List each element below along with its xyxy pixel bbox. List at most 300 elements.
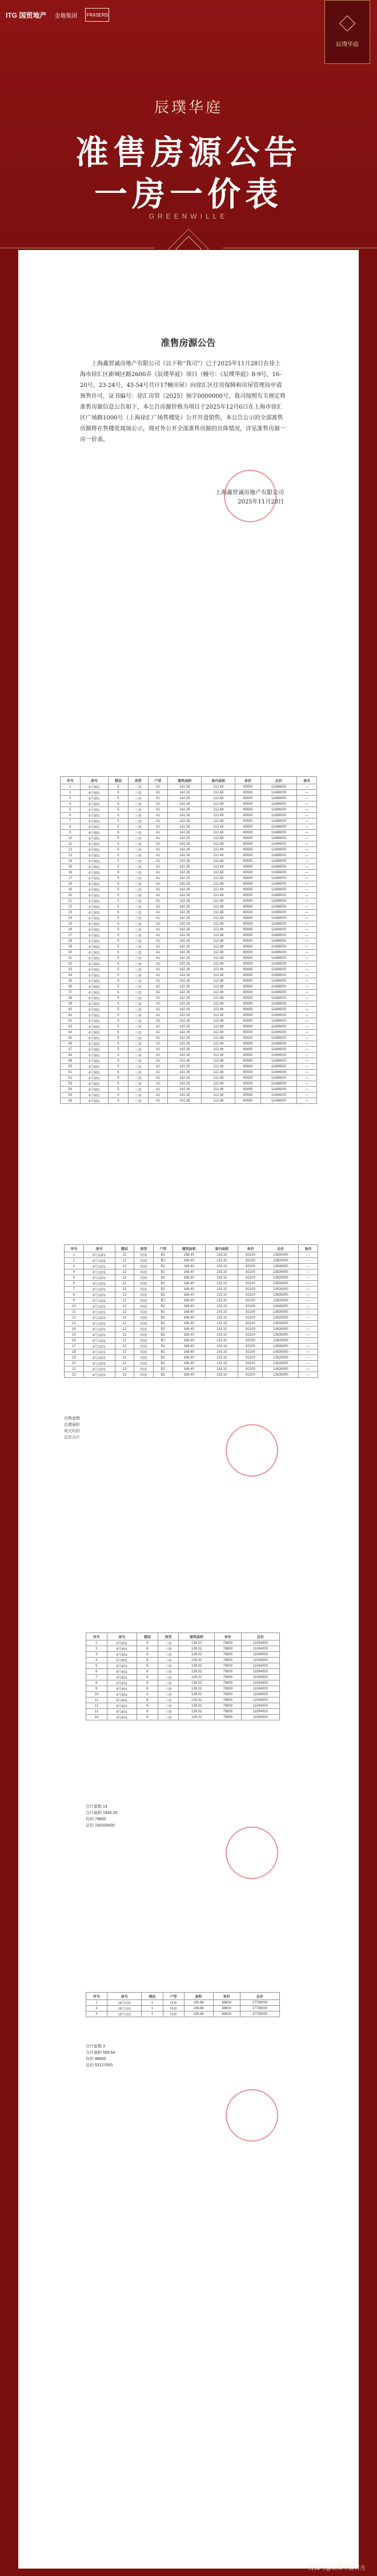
table-cell: 13826000 (263, 1275, 299, 1281)
table-cell: 5 (109, 950, 129, 956)
table-cell: A1 (148, 1058, 168, 1064)
table-cell: 55 (61, 1093, 81, 1098)
table-cell: 5 (109, 938, 129, 944)
table-cell: 5 (109, 1001, 129, 1007)
table-cell: 88600 (213, 2006, 240, 2011)
table-cell: 11094000 (241, 1698, 279, 1703)
table-cell: 80600 (235, 841, 260, 847)
table-cell: 133.10 (206, 1338, 238, 1344)
table-cell: 88600 (213, 2000, 240, 2006)
table-cell: 三房 (128, 824, 148, 830)
table-cell: 11094000 (241, 1680, 279, 1686)
table-cell: 8号1201 (83, 1269, 115, 1275)
table-cell: 37 (61, 990, 81, 995)
table-cell: 142.26 (168, 921, 202, 927)
table-cell: 79800 (214, 1703, 241, 1709)
table-cell: 40 (61, 1007, 81, 1013)
table-row (65, 1332, 318, 1338)
table-row (65, 1355, 318, 1361)
summary-label: 总建面积 (64, 1423, 80, 1427)
table-cell: 三房 (128, 916, 148, 921)
table-cell: 11466000 (260, 1007, 297, 1013)
price-table-1 (60, 776, 317, 1104)
table-cell: 142.26 (168, 1098, 202, 1104)
diamond-logo-icon (339, 15, 355, 31)
table-row (61, 836, 317, 841)
table-cell: 四房 (134, 1309, 154, 1315)
table-cell: 三房 (128, 961, 148, 967)
table-cell: 82100 (238, 1344, 263, 1349)
table-cell: 133.10 (206, 1269, 238, 1275)
table-cell: 1 (142, 2011, 163, 2017)
table-row (65, 1338, 318, 1344)
table-cell: 80600 (235, 1018, 260, 1024)
table-cell: 80600 (235, 956, 260, 961)
table-cell: A1 (148, 956, 168, 961)
table-cell: 82100 (238, 1304, 263, 1309)
table-cell: 80600 (235, 1058, 260, 1064)
table-cell: 13826000 (263, 1292, 299, 1298)
table-row (61, 841, 317, 847)
table-cell: 8号1201 (83, 1275, 115, 1281)
table-cell: 139.02 (179, 1675, 215, 1680)
table-cell: 80600 (235, 1075, 260, 1081)
table-cell: 11466000 (260, 921, 297, 927)
table-cell: 6号501 (80, 790, 109, 796)
table-cell: 5 (109, 841, 129, 847)
table-row (86, 1675, 280, 1680)
table-cell: 142.26 (168, 1093, 202, 1098)
table-cell: 21 (65, 1366, 84, 1372)
table-cell: 142.26 (168, 967, 202, 973)
table-cell: 6号501 (80, 881, 109, 887)
table-cell: 48 (61, 1053, 81, 1058)
table-cell: 11466000 (260, 990, 297, 995)
table-row (65, 1349, 318, 1355)
column-header: 房型 (128, 777, 148, 784)
table-cell: 168.40 (173, 1252, 205, 1258)
table-cell: — (297, 1098, 317, 1104)
table-cell: 10 (65, 1304, 84, 1309)
table-cell: A1 (148, 1098, 168, 1104)
table-cell: 5 (109, 927, 129, 933)
column-header: 房号 (107, 1633, 137, 1640)
table-cell: 142.26 (168, 1018, 202, 1024)
column-header: 备注 (299, 1245, 318, 1252)
table-cell: 11466000 (260, 904, 297, 910)
table-cell: B2 (153, 1292, 173, 1298)
table-cell: A1 (148, 819, 168, 824)
table-cell: — (297, 893, 317, 898)
table-cell: 三房 (128, 1064, 148, 1070)
table-cell: 18号101 (107, 2006, 142, 2011)
table-cell: 142.26 (168, 1030, 202, 1035)
table-row (61, 1001, 317, 1007)
table-cell: 5 (109, 801, 129, 807)
table-cell: 79800 (214, 1698, 241, 1703)
table-cell: 133.10 (206, 1321, 238, 1327)
column-header: 总价 (241, 1633, 279, 1640)
table-cell: 79800 (214, 1686, 241, 1692)
table-cell: — (297, 1035, 317, 1041)
table-cell: 112.48 (202, 990, 235, 995)
table-cell: 8号1201 (83, 1304, 115, 1309)
table-row (65, 1309, 318, 1315)
table-cell: A1 (148, 1081, 168, 1087)
table-cell: — (297, 927, 317, 933)
table-cell: 133.10 (206, 1304, 238, 1309)
table-row (61, 1047, 317, 1053)
table-cell: 11466000 (260, 1064, 297, 1070)
table-cell: 11466000 (260, 984, 297, 990)
table-row (61, 853, 317, 858)
table-row (65, 1366, 318, 1372)
table-cell: 12 (115, 1292, 134, 1298)
table-row (65, 1275, 318, 1281)
table-cell: A1 (148, 807, 168, 813)
table-cell: 5 (109, 870, 129, 876)
table-cell: 三房 (158, 1686, 179, 1692)
table-cell: 13 (65, 1321, 84, 1327)
sign-company: 上海鑫贸诚房地产有限公司 (215, 490, 284, 496)
table-cell: 三房 (128, 1058, 148, 1064)
table-cell: — (299, 1321, 318, 1327)
table-cell: 112.48 (202, 984, 235, 990)
table-cell: 5 (61, 807, 81, 813)
table-row (86, 1680, 280, 1686)
table-cell: 13 (86, 1709, 107, 1715)
table-cell: 三房 (158, 1698, 179, 1703)
table-cell: 133.10 (206, 1344, 238, 1349)
column-header: 户型 (153, 1245, 173, 1252)
table-cell: 1 (142, 2000, 163, 2006)
table-cell: 5 (109, 1053, 129, 1058)
table-cell: A1 (148, 881, 168, 887)
table-cell: — (297, 1018, 317, 1024)
table-cell: 112.48 (202, 1001, 235, 1007)
table-cell: 7 (65, 1287, 84, 1292)
table-cell: 80600 (235, 898, 260, 904)
table-cell: 三房 (128, 1035, 148, 1041)
table-row (61, 784, 317, 790)
table-cell: 8号1201 (83, 1315, 115, 1321)
table-cell: 80600 (235, 1081, 260, 1087)
column-header: 户型 (163, 1993, 184, 2000)
table-cell: 112.48 (202, 1047, 235, 1053)
table-cell: 112.48 (202, 916, 235, 921)
table-cell: — (299, 1309, 318, 1315)
table-cell: A1 (148, 1075, 168, 1081)
table-cell: A1 (148, 938, 168, 944)
table-cell: — (299, 1332, 318, 1338)
table-cell: 四房 (134, 1275, 154, 1281)
table-cell: 79800 (214, 1692, 241, 1698)
table-cell: 142.26 (168, 973, 202, 978)
table-cell: 133.10 (206, 1355, 238, 1361)
column-header: 序号 (86, 1633, 107, 1640)
table-cell: 168.40 (173, 1366, 205, 1372)
table-cell: 11466000 (260, 1053, 297, 1058)
table-cell: 11466000 (260, 961, 297, 967)
table-cell: 5 (109, 956, 129, 961)
column-header: 单价 (214, 1633, 241, 1640)
table-cell: 142.26 (168, 830, 202, 836)
table-cell: — (299, 1304, 318, 1309)
table-cell: 12 (115, 1338, 134, 1344)
table-row (65, 1304, 318, 1309)
summary-label: 总价合计 (64, 1436, 80, 1440)
table-cell: 三房 (128, 978, 148, 984)
company-seal-4 (226, 2089, 278, 2142)
table-cell: 四房 (134, 1298, 154, 1304)
table-row (61, 910, 317, 916)
table-row (61, 1053, 317, 1058)
table-cell: — (297, 790, 317, 796)
table-cell: 12 (115, 1344, 134, 1349)
table-cell: 80600 (235, 1007, 260, 1013)
table-cell: 12 (115, 1309, 134, 1315)
table-cell: 11094000 (241, 1692, 279, 1698)
table-cell: 80600 (235, 1087, 260, 1093)
table-cell: 80600 (235, 927, 260, 933)
table-cell: 11094000 (241, 1640, 279, 1646)
table-row (65, 1372, 318, 1378)
table-cell: 27 (61, 933, 81, 938)
table-cell: 三房 (128, 973, 148, 978)
table-cell: A1 (148, 887, 168, 893)
table-row (61, 1098, 317, 1104)
table-cell: 34 (61, 973, 81, 978)
table-cell: 11466000 (260, 898, 297, 904)
announcement-heading: 准售房源公告 (161, 337, 216, 348)
table-cell: B2 (153, 1321, 173, 1327)
table-cell: B2 (153, 1366, 173, 1372)
table-cell: 6号501 (80, 876, 109, 881)
table-row (61, 813, 317, 819)
table-cell: 6 (137, 1686, 158, 1692)
table-cell: — (297, 1087, 317, 1093)
table-cell: — (297, 933, 317, 938)
table-cell: 22 (65, 1372, 84, 1378)
column-header: 建筑面积 (173, 1245, 205, 1252)
table-cell: 80600 (235, 796, 260, 801)
table-cell: A1 (148, 1047, 168, 1053)
table-row (86, 1658, 280, 1663)
table-cell: 三房 (128, 881, 148, 887)
table-cell: 133.10 (206, 1264, 238, 1269)
table-cell: 142.26 (168, 1058, 202, 1064)
column-header: 总价 (263, 1245, 299, 1252)
table-cell: 三房 (158, 1715, 179, 1720)
table-cell: A1 (148, 1030, 168, 1035)
table-row (61, 1007, 317, 1013)
table-cell: 139.02 (179, 1703, 215, 1709)
table-row (61, 950, 317, 956)
table-cell: 11466000 (260, 813, 297, 819)
table-cell: 6 (137, 1658, 158, 1663)
table-cell: 6 (137, 1698, 158, 1703)
table-cell: 四房 (163, 2006, 184, 2011)
column-header: 户型 (148, 777, 168, 784)
table-cell: 5 (109, 933, 129, 938)
table-row (65, 1298, 318, 1304)
column-header: 单价 (213, 1993, 240, 2000)
table-cell: 5 (109, 984, 129, 990)
table-cell: 168.40 (173, 1258, 205, 1264)
table-cell: 12 (65, 1315, 84, 1321)
table-cell: 6号501 (80, 1035, 109, 1041)
table-cell: 168.40 (173, 1355, 205, 1361)
table-cell: 133.10 (206, 1287, 238, 1292)
table-row (61, 984, 317, 990)
table-cell: 5 (109, 1024, 129, 1030)
table-cell: 三房 (158, 1652, 179, 1658)
table-cell: B2 (153, 1269, 173, 1275)
table-cell: A1 (148, 870, 168, 876)
table-cell: 13826000 (263, 1349, 299, 1355)
table-cell: 8 (86, 1680, 107, 1686)
table-cell: 45 (61, 1035, 81, 1041)
table-cell: 8号1201 (83, 1258, 115, 1264)
table-cell: 142.26 (168, 819, 202, 824)
summary-label: 均价 (86, 2057, 94, 2061)
table-cell: A1 (148, 801, 168, 807)
table-cell: 168.40 (173, 1349, 205, 1355)
table-cell: 11466000 (260, 801, 297, 807)
table-cell: 142.26 (168, 870, 202, 876)
table-cell: 112.48 (202, 864, 235, 870)
table-cell: 三房 (128, 819, 148, 824)
table-cell: 12 (115, 1366, 134, 1372)
table-cell: 11466000 (260, 1047, 297, 1053)
table-cell: 2 (86, 1646, 107, 1652)
table-cell: — (299, 1361, 318, 1366)
table-cell: 11094000 (241, 1663, 279, 1669)
table-cell: 12 (115, 1327, 134, 1332)
table-cell: 17 (61, 876, 81, 881)
table-row (86, 1652, 280, 1658)
summary-value: 3 (102, 2045, 105, 2049)
table-cell: 25 (61, 921, 81, 927)
table-cell: 5 (109, 1018, 129, 1024)
table-row (61, 876, 317, 881)
table-cell: 6号501 (80, 841, 109, 847)
table-cell: 三房 (128, 876, 148, 881)
table-cell: 6号501 (80, 796, 109, 801)
table-cell: 142.26 (168, 1075, 202, 1081)
table-cell: 9 (65, 1298, 84, 1304)
table-cell: 139.02 (179, 1640, 215, 1646)
table-row (61, 961, 317, 967)
table-cell: 142.26 (168, 784, 202, 790)
table-cell: 6号501 (80, 1030, 109, 1035)
table-cell: B2 (153, 1281, 173, 1287)
table-cell: 142.26 (168, 978, 202, 984)
table-row (86, 2011, 280, 2017)
table-cell: — (297, 819, 317, 824)
table-cell: 79800 (214, 1652, 241, 1658)
table-cell: — (297, 967, 317, 973)
table-header-row (61, 777, 317, 784)
table-cell: 142.26 (168, 995, 202, 1001)
table-cell: 三房 (128, 841, 148, 847)
table-cell: 四房 (134, 1315, 154, 1321)
table-cell: B2 (153, 1327, 173, 1332)
table-cell: 18号101 (107, 2000, 142, 2006)
table-cell: 80600 (235, 893, 260, 898)
table-cell: 5 (109, 995, 129, 1001)
table-row (65, 1264, 318, 1269)
summary-label: 可售套数 (64, 1417, 80, 1421)
table-row (61, 1087, 317, 1093)
table-row (86, 1709, 280, 1715)
table-cell: 6号501 (80, 1058, 109, 1064)
table-cell: — (297, 830, 317, 836)
table-cell: 5 (109, 830, 129, 836)
table-cell: 6 (137, 1640, 158, 1646)
table-cell: 11466000 (260, 784, 297, 790)
table-cell: 112.48 (202, 1041, 235, 1047)
table-cell: 7 (61, 819, 81, 824)
table-row (61, 973, 317, 978)
table-cell: 142.26 (168, 813, 202, 819)
table-row (86, 1686, 280, 1692)
table-cell: 112.48 (202, 801, 235, 807)
table-cell: — (299, 1275, 318, 1281)
table-cell: 142.26 (168, 944, 202, 950)
table-cell: 5 (109, 916, 129, 921)
table-cell: 四房 (134, 1338, 154, 1344)
table-cell: 168.40 (173, 1309, 205, 1315)
table-cell: 11466000 (260, 830, 297, 836)
table-cell: 12 (115, 1361, 134, 1366)
table-cell: 9号601 (107, 1680, 137, 1686)
table-cell: 139.02 (179, 1686, 215, 1692)
table-cell: A1 (148, 841, 168, 847)
table-cell: B2 (153, 1275, 173, 1281)
table-cell: 3 (61, 796, 81, 801)
table-cell: 6 (61, 813, 81, 819)
table-cell: 44 (61, 1030, 81, 1035)
table-cell: 11466000 (260, 950, 297, 956)
table-cell: A1 (148, 796, 168, 801)
table-cell: 112.48 (202, 1081, 235, 1087)
table-cell: 14 (61, 858, 81, 864)
table-cell: 142.26 (168, 927, 202, 933)
table-cell: 112.48 (202, 830, 235, 836)
table-cell: 142.26 (168, 910, 202, 916)
table-cell: 三房 (128, 938, 148, 944)
table-cell: B2 (153, 1355, 173, 1361)
table-cell: 6号501 (80, 898, 109, 904)
table-cell: 三房 (128, 830, 148, 836)
table-row (61, 967, 317, 973)
table-cell: 8号1201 (83, 1252, 115, 1258)
column-header: 房号 (83, 1245, 115, 1252)
table-cell: 80600 (235, 870, 260, 876)
table-cell: A1 (148, 1018, 168, 1024)
table-cell: 112.48 (202, 1030, 235, 1035)
table-cell: 142.26 (168, 853, 202, 858)
table-cell: 5 (109, 1070, 129, 1075)
table-cell: 5 (109, 1093, 129, 1098)
table-cell: — (299, 1292, 318, 1298)
table-cell: 9号601 (107, 1663, 137, 1669)
table-cell: 5 (109, 876, 129, 881)
table-cell: 四房 (134, 1264, 154, 1269)
summary-value: 79800 (94, 1817, 106, 1821)
table-cell: 6号501 (80, 847, 109, 853)
